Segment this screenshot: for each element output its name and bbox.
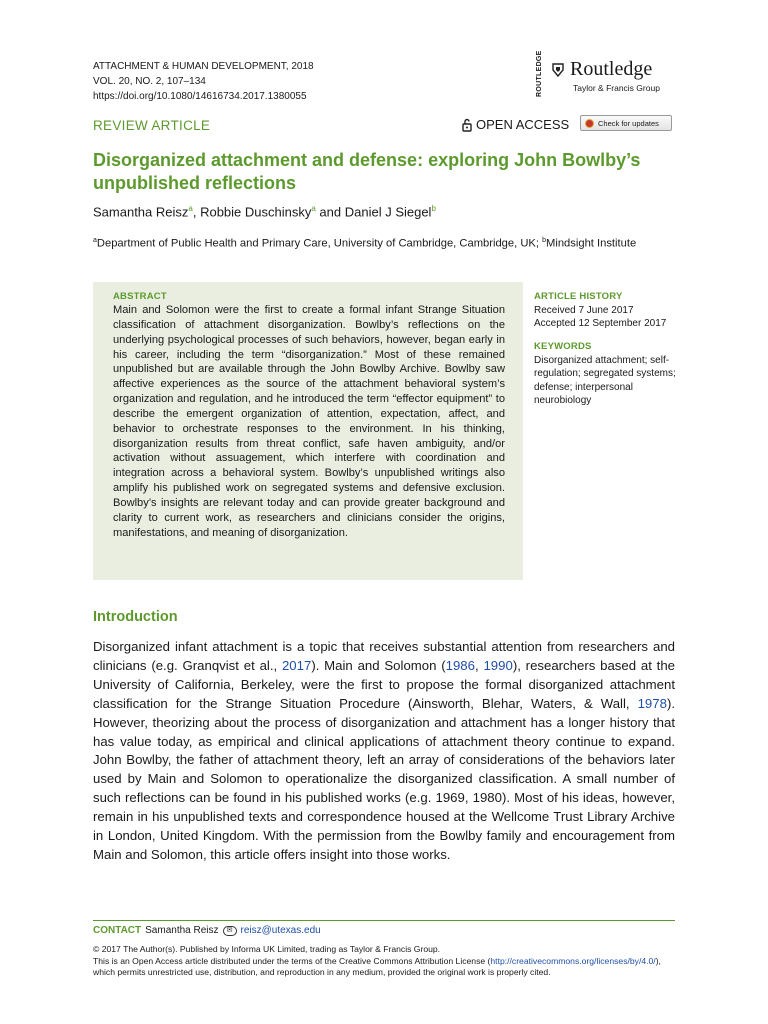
license-pre: This is an Open Access article distributed under the terms of the Creative Commons Attribution License (: [93, 955, 491, 966]
open-access-badge: [462, 117, 569, 132]
keywords: [534, 340, 679, 408]
author-separator: ,: [192, 204, 201, 220]
publisher-name: Routledge: [570, 58, 653, 80]
contact-email-link[interactable]: reisz@utexas.edu: [240, 925, 321, 936]
author-list: [93, 204, 436, 219]
author-name: Samantha Reisz: [93, 204, 189, 220]
contact-label: CONTACT: [93, 925, 142, 936]
publisher-logo: [536, 50, 681, 101]
open-access-label: OPEN ACCESS: [476, 117, 570, 132]
author-name: Robbie Duschinsky: [200, 204, 312, 220]
copyright-text: © 2017 The Author(s). Published by Informa UK Limited, trading as Taylor & Francis Group.: [93, 944, 441, 954]
abstract-heading: ABSTRACT: [113, 291, 167, 302]
section-heading-introduction: Introduction: [93, 609, 178, 625]
affiliations: [93, 233, 693, 252]
author-affil-sup: a: [311, 204, 316, 213]
accepted-date: Accepted 12 September 2017: [534, 318, 667, 329]
body-text: ), researchers based at the University of California, Berkeley, were the first to propose the formal disorganized attachment classification for the Strange Situation Procedure (Ainsworth, Blehar, Waters, & Wall,: [93, 657, 675, 711]
check-updates-button[interactable]: [580, 115, 672, 131]
open-lock-icon: [462, 118, 472, 132]
article-history-heading: ARTICLE HISTORY: [534, 291, 623, 302]
introduction-body: [93, 638, 675, 865]
author-name: Daniel J Siegel: [344, 204, 432, 220]
contact-line: [93, 925, 321, 936]
affil-sup: a: [93, 237, 97, 244]
footer-divider: [93, 920, 675, 921]
publisher-side-text: ROUTLEDGE: [536, 50, 543, 97]
publisher-group: Taylor & Francis Group: [573, 83, 660, 93]
affil-a: Department of Public Health and Primary Care, University of Cambridge, Cambridge, UK;: [96, 237, 543, 250]
check-updates-icon: [585, 119, 594, 128]
license-text: [93, 956, 675, 979]
author-separator: and: [315, 204, 345, 220]
journal-info: [93, 59, 314, 104]
journal-doi-link[interactable]: https://doi.org/10.1080/14616734.2017.1380055: [93, 91, 307, 102]
license-post: ), which permits unrestricted use, distribution, and reproduction in any medium, provided the original work is properly cited.: [93, 955, 661, 977]
journal-volume: VOL. 20, NO. 2, 107–134: [93, 76, 206, 87]
keywords-text: Disorganized attachment; self-regulation; segregated systems; defense; interpersonal neurobiology: [534, 354, 676, 406]
citation-link[interactable]: 2017: [281, 657, 312, 673]
affil-b: Mindsight Institute: [546, 237, 637, 250]
body-text: Disorganized infant attachment is a topic that receives substantial attention from researchers and clinicians (e.g. Granqvist et al.,: [93, 639, 675, 673]
body-text: ,: [474, 657, 484, 673]
article-history: [534, 290, 684, 331]
journal-name: ATTACHMENT & HUMAN DEVELOPMENT, 2018: [93, 61, 314, 72]
license-link[interactable]: http://creativecommons.org/licenses/by/4.0/: [490, 955, 656, 966]
author-affil-sup: a: [188, 204, 193, 213]
article-title: Disorganized attachment and defense: exploring John Bowlby’s unpublished reflections: [93, 150, 641, 193]
keywords-heading: KEYWORDS: [534, 341, 592, 352]
citation-link[interactable]: 1986: [445, 657, 475, 673]
author-affil-sup: b: [431, 204, 436, 213]
citation-link[interactable]: 1978: [637, 695, 667, 711]
contact-name: Samantha Reisz: [145, 925, 219, 936]
article-type: REVIEW ARTICLE: [93, 118, 211, 133]
footnote: [93, 944, 675, 979]
body-text: ). Main and Solomon (: [311, 657, 446, 673]
citation-link[interactable]: 1990: [483, 657, 513, 673]
routledge-logo-icon: [551, 62, 565, 78]
affil-sup: b: [542, 237, 547, 244]
abstract-box: [93, 282, 523, 580]
received-date: Received 7 June 2017: [534, 304, 634, 316]
email-icon: ✉: [223, 926, 237, 936]
body-text: ). However, theorizing about the process of disorganization and attachment has a longer history that has value today, as empirical and clinical applications of attachment theory continue to expand. John Bowlby, the father of attachment theory, left an array of considerations of the behaviors later used by Main and Solomon to operationalize the disorganized classification. A small number of such reflections can be found in his published works (e.g. 1969, 1980). Most of his ideas, however, remain in his unpublished texts and correspondence housed at the Wellcome Trust Library Archive in London, United Kingdom. With the permission from the Bowlby family and encouragement from Main and Solomon, this article offers insight into those works.: [93, 695, 675, 862]
abstract-text: Main and Solomon were the first to create a formal infant Strange Situation classification of attachment disorganization. Bowlby’s reflections on the underlying psychological processes of such behaviors, however, began early in his career, including the term “disorganization.” Most of these remained unpublished but are available through the John Bowlby Archive. Bowlby saw affective experiences as the source of the attachment behavioral system’s organization and regulation, and he introduced the term “effector equipment” to describe the emergent organization of attention, expectation, affect, and behavior to orchestrate responses to the environment. In his thinking, disorganization results from threat conflict, safe haven ambiguity, and/or activation without assuagement, which interfere with coordination and integration across a behavioral system. Bowlby’s unpublished writings also amplify his published work on segregated systems and defensive exclusion. Bowlby’s insights are relevant today and can provide greater background and clarity to current work, as researchers and clinicians consider the origins, manifestations, and meaning of disorganization.: [113, 304, 505, 539]
check-updates-label: Check for updates: [598, 118, 659, 128]
